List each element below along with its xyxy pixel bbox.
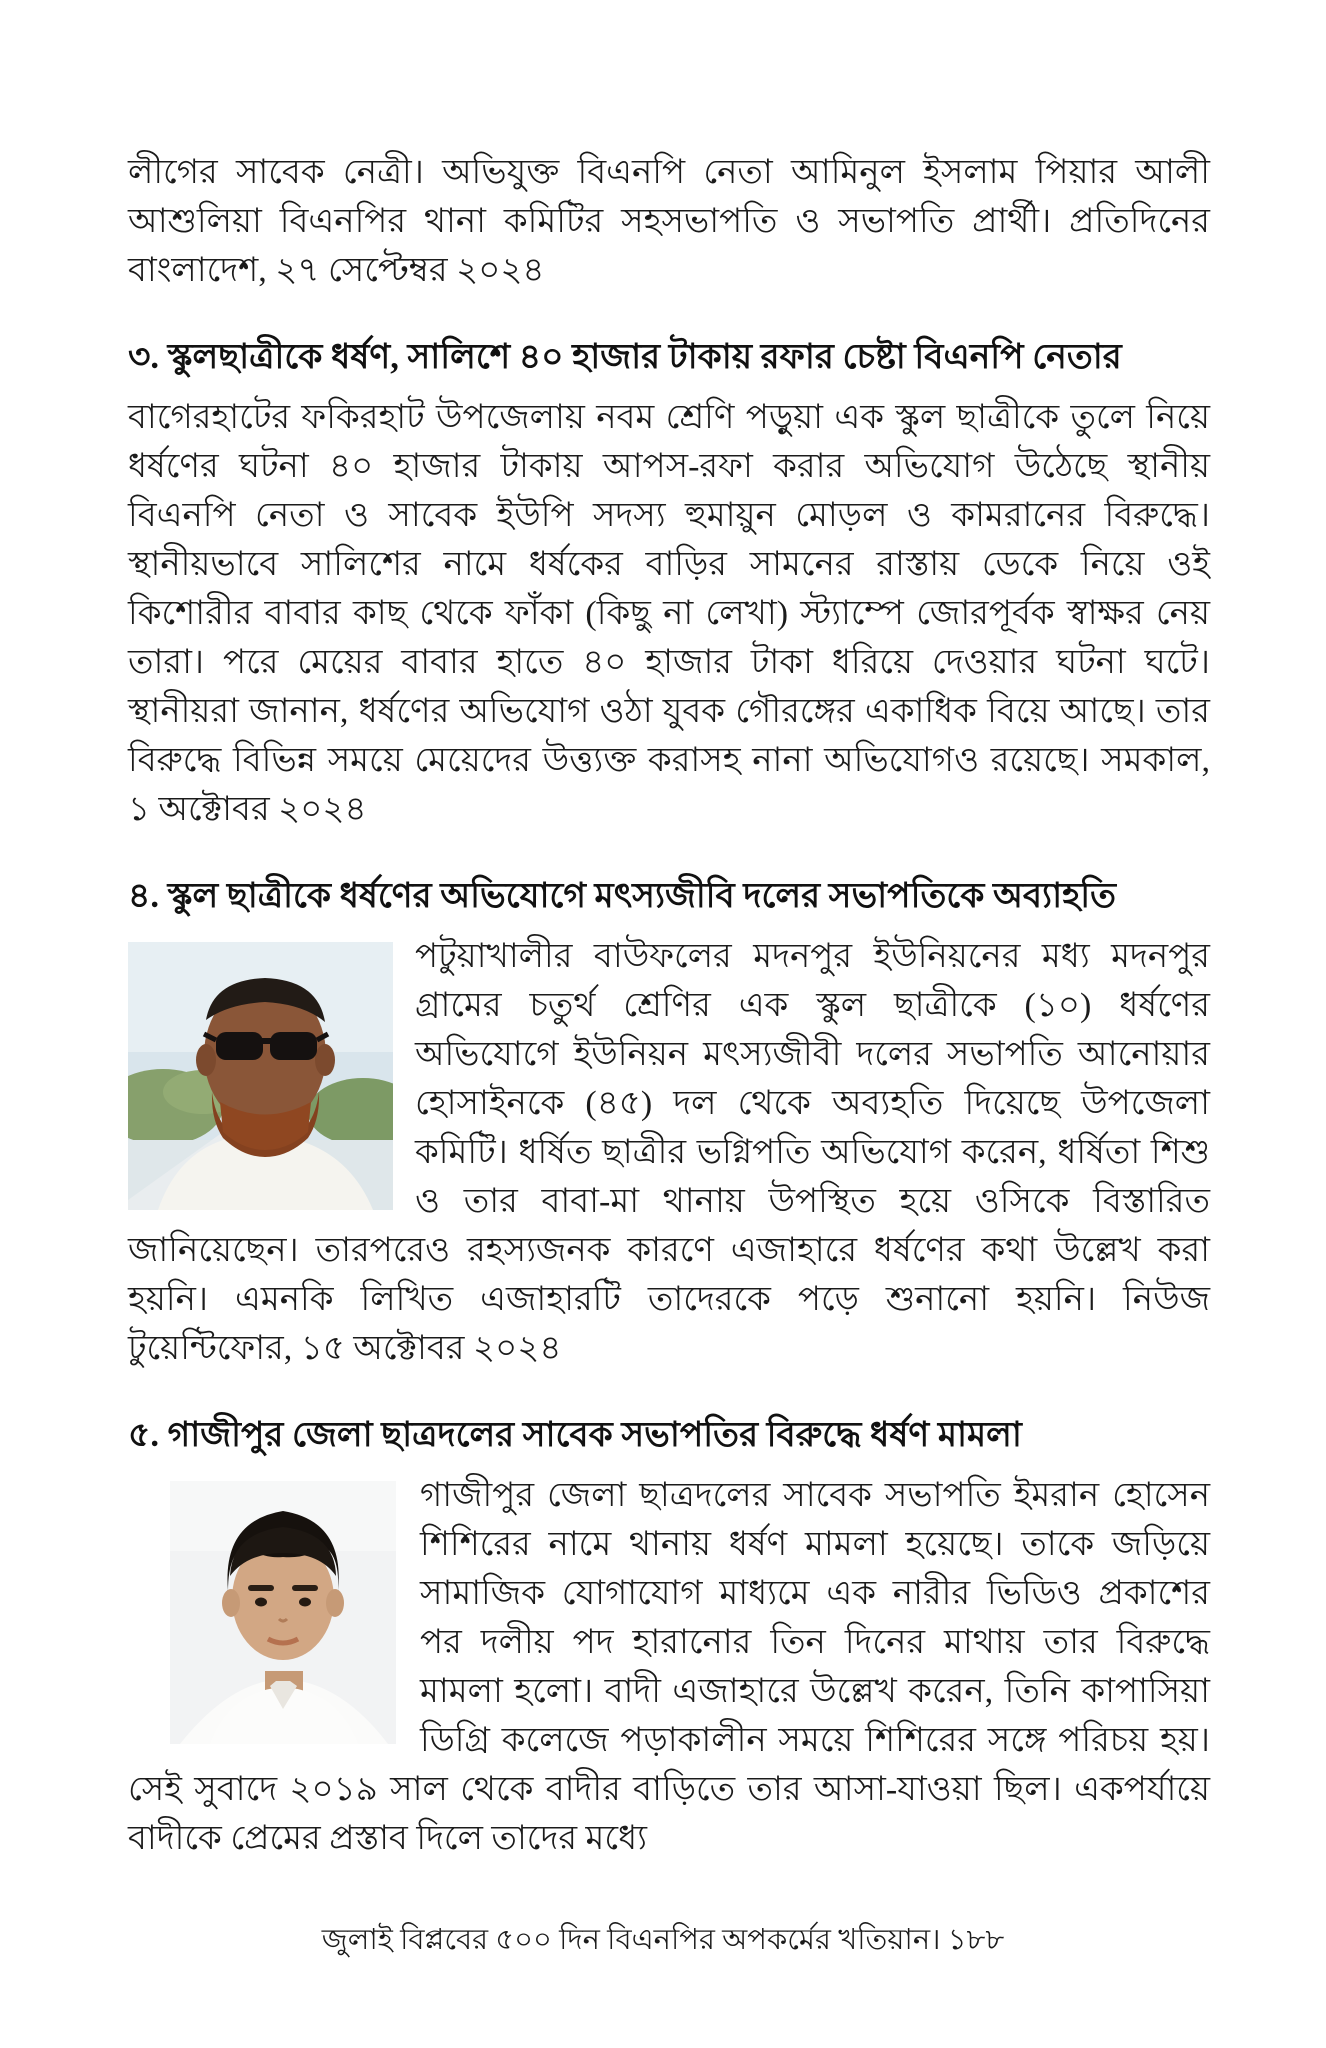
section-4-paragraph: পটুয়াখালীর বাউফলের মদনপুর ইউনিয়নের মধ্য মদনপুর গ্রামের চতুর্থ শ্রেণির এক স্কুল ছাত্রীকে (১০) ধর্ষণের অভিযোগে ইউনিয়ন মৎস্যজীবী দলের সভাপতি আনোয়ার হোসাইনকে (৪৫) দল থেকে অব্যহতি দিয়েছে উপজেলা কমিটি। ধর্ষিত ছাত্রীর ভগ্নিপতি অভিযোগ করেন, ধর্ষিতা শিশু ও তার বাবা-মা থানায় উপস্থিত হয়ে ওসিকে বিস্তারিত জানিয়েছেন। তারপরেও রহস্যজনক কারণে এজাহারে ধর্ষণের কথা উল্লেখ করা হয়নি। এমনকি লিখিত এজাহারটি তাদেরকে পড়ে শুনানো হয়নি। নিউজ টুয়েন্টিফোর, ১৫ অক্টোবর ২০২৪ [128, 938, 1210, 1367]
section-4-heading: ৪. স্কুল ছাত্রীকে ধর্ষণের অভিযোগে মৎস্যজীবি দলের সভাপতিকে অব্যাহতি [128, 877, 1116, 915]
section-5-paragraph: গাজীপুর জেলা ছাত্রদলের সাবেক সভাপতি ইমরান হোসেন শিশিরের নামে থানায় ধর্ষণ মামলা হয়েছে। তাকে জড়িয়ে সামাজিক যোগাযোগ মাধ্যমে এক নারীর ভিডিও প্রকাশের পর দলীয় পদ হারানোর তিন দিনের মাথায় তার বিরুদ্ধে মামলা হলো। বাদী এজাহারে উল্লেখ করেন, তিনি কাপাসিয়া ডিগ্রি কলেজে পড়াকালীন সময়ে শিশিরের সঙ্গে পরিচয় হয়। সেই সুবাদে ২০১৯ সাল থেকে বাদীর বাড়িতে তার আসা-যাওয়া ছিল। একপর্যায়ে বাদীকে প্রেমের প্রস্তাব দিলে তাদের মধ্যে [128, 1477, 1210, 1857]
intro-paragraph: লীগের সাবেক নেত্রী। অভিযুক্ত বিএনপি নেতা আমিনুল ইসলাম পিয়ার আলী আশুলিয়া বিএনপির থানা কমিটির সহসভাপতি ও সভাপতি প্রার্থী। প্রতিদিনের বাংলাদেশ, ২৭ সেপ্টেম্বর ২০২৪ [128, 154, 1210, 289]
section-5-heading: ৫. গাজীপুর জেলা ছাত্রদলের সাবেক সভাপতির বিরুদ্ধে ধর্ষণ মামলা [128, 1416, 1022, 1454]
section-3-body [128, 393, 1210, 834]
section-3-paragraph: বাগেরহাটের ফকিরহাট উপজেলায় নবম শ্রেণি পড়ুয়া এক স্কুল ছাত্রীকে তুলে নিয়ে ধর্ষণের ঘটনা ৪০ হাজার টাকায় আপস-রফা করার অভিযোগ উঠেছে স্থানীয় বিএনপি নেতা ও সাবেক ইউপি সদস্য হুমায়ুন মোড়ল ও কামরানের বিরুদ্ধে। স্থানীয়ভাবে সালিশের নামে ধর্ষকের বাড়ির সামনের রাস্তায় ডেকে নিয়ে ওই কিশোরীর বাবার কাছ থেকে ফাঁকা (কিছু না লেখা) স্ট্যাম্পে জোরপূর্বক স্বাক্ষর নেয় তারা। পরে মেয়ের বাবার হাতে ৪০ হাজার টাকা ধরিয়ে দেওয়ার ঘটনা ঘটে। স্থানীয়রা জানান, ধর্ষণের অভিযোগ ওঠা যুবক গৌরঙ্গের একাধিক বিয়ে আছে। তার বিরুদ্ধে বিভিন্ন সময়ে মেয়েদের উত্ত্যক্ত করাসহ নানা অভিযোগও রয়েছে। সমকাল, ১ অক্টোবর ২০২৪ [128, 399, 1210, 828]
section-3-heading: ৩. স্কুলছাত্রীকে ধর্ষণ, সালিশে ৪০ হাজার টাকায় রফার চেষ্টা বিএনপি নেতার [128, 338, 1122, 376]
page-footer: জুলাই বিপ্লবের ৫০০ দিন বিএনপির অপকর্মের খতিয়ান। ১৮৮ [321, 1924, 1005, 1956]
portrait-photo-bearded-man [128, 942, 393, 1210]
page-content [128, 148, 1210, 1863]
portrait-photo-young-man [170, 1481, 396, 1744]
section-5-body [128, 1471, 1210, 1863]
section-4-body [128, 932, 1210, 1373]
